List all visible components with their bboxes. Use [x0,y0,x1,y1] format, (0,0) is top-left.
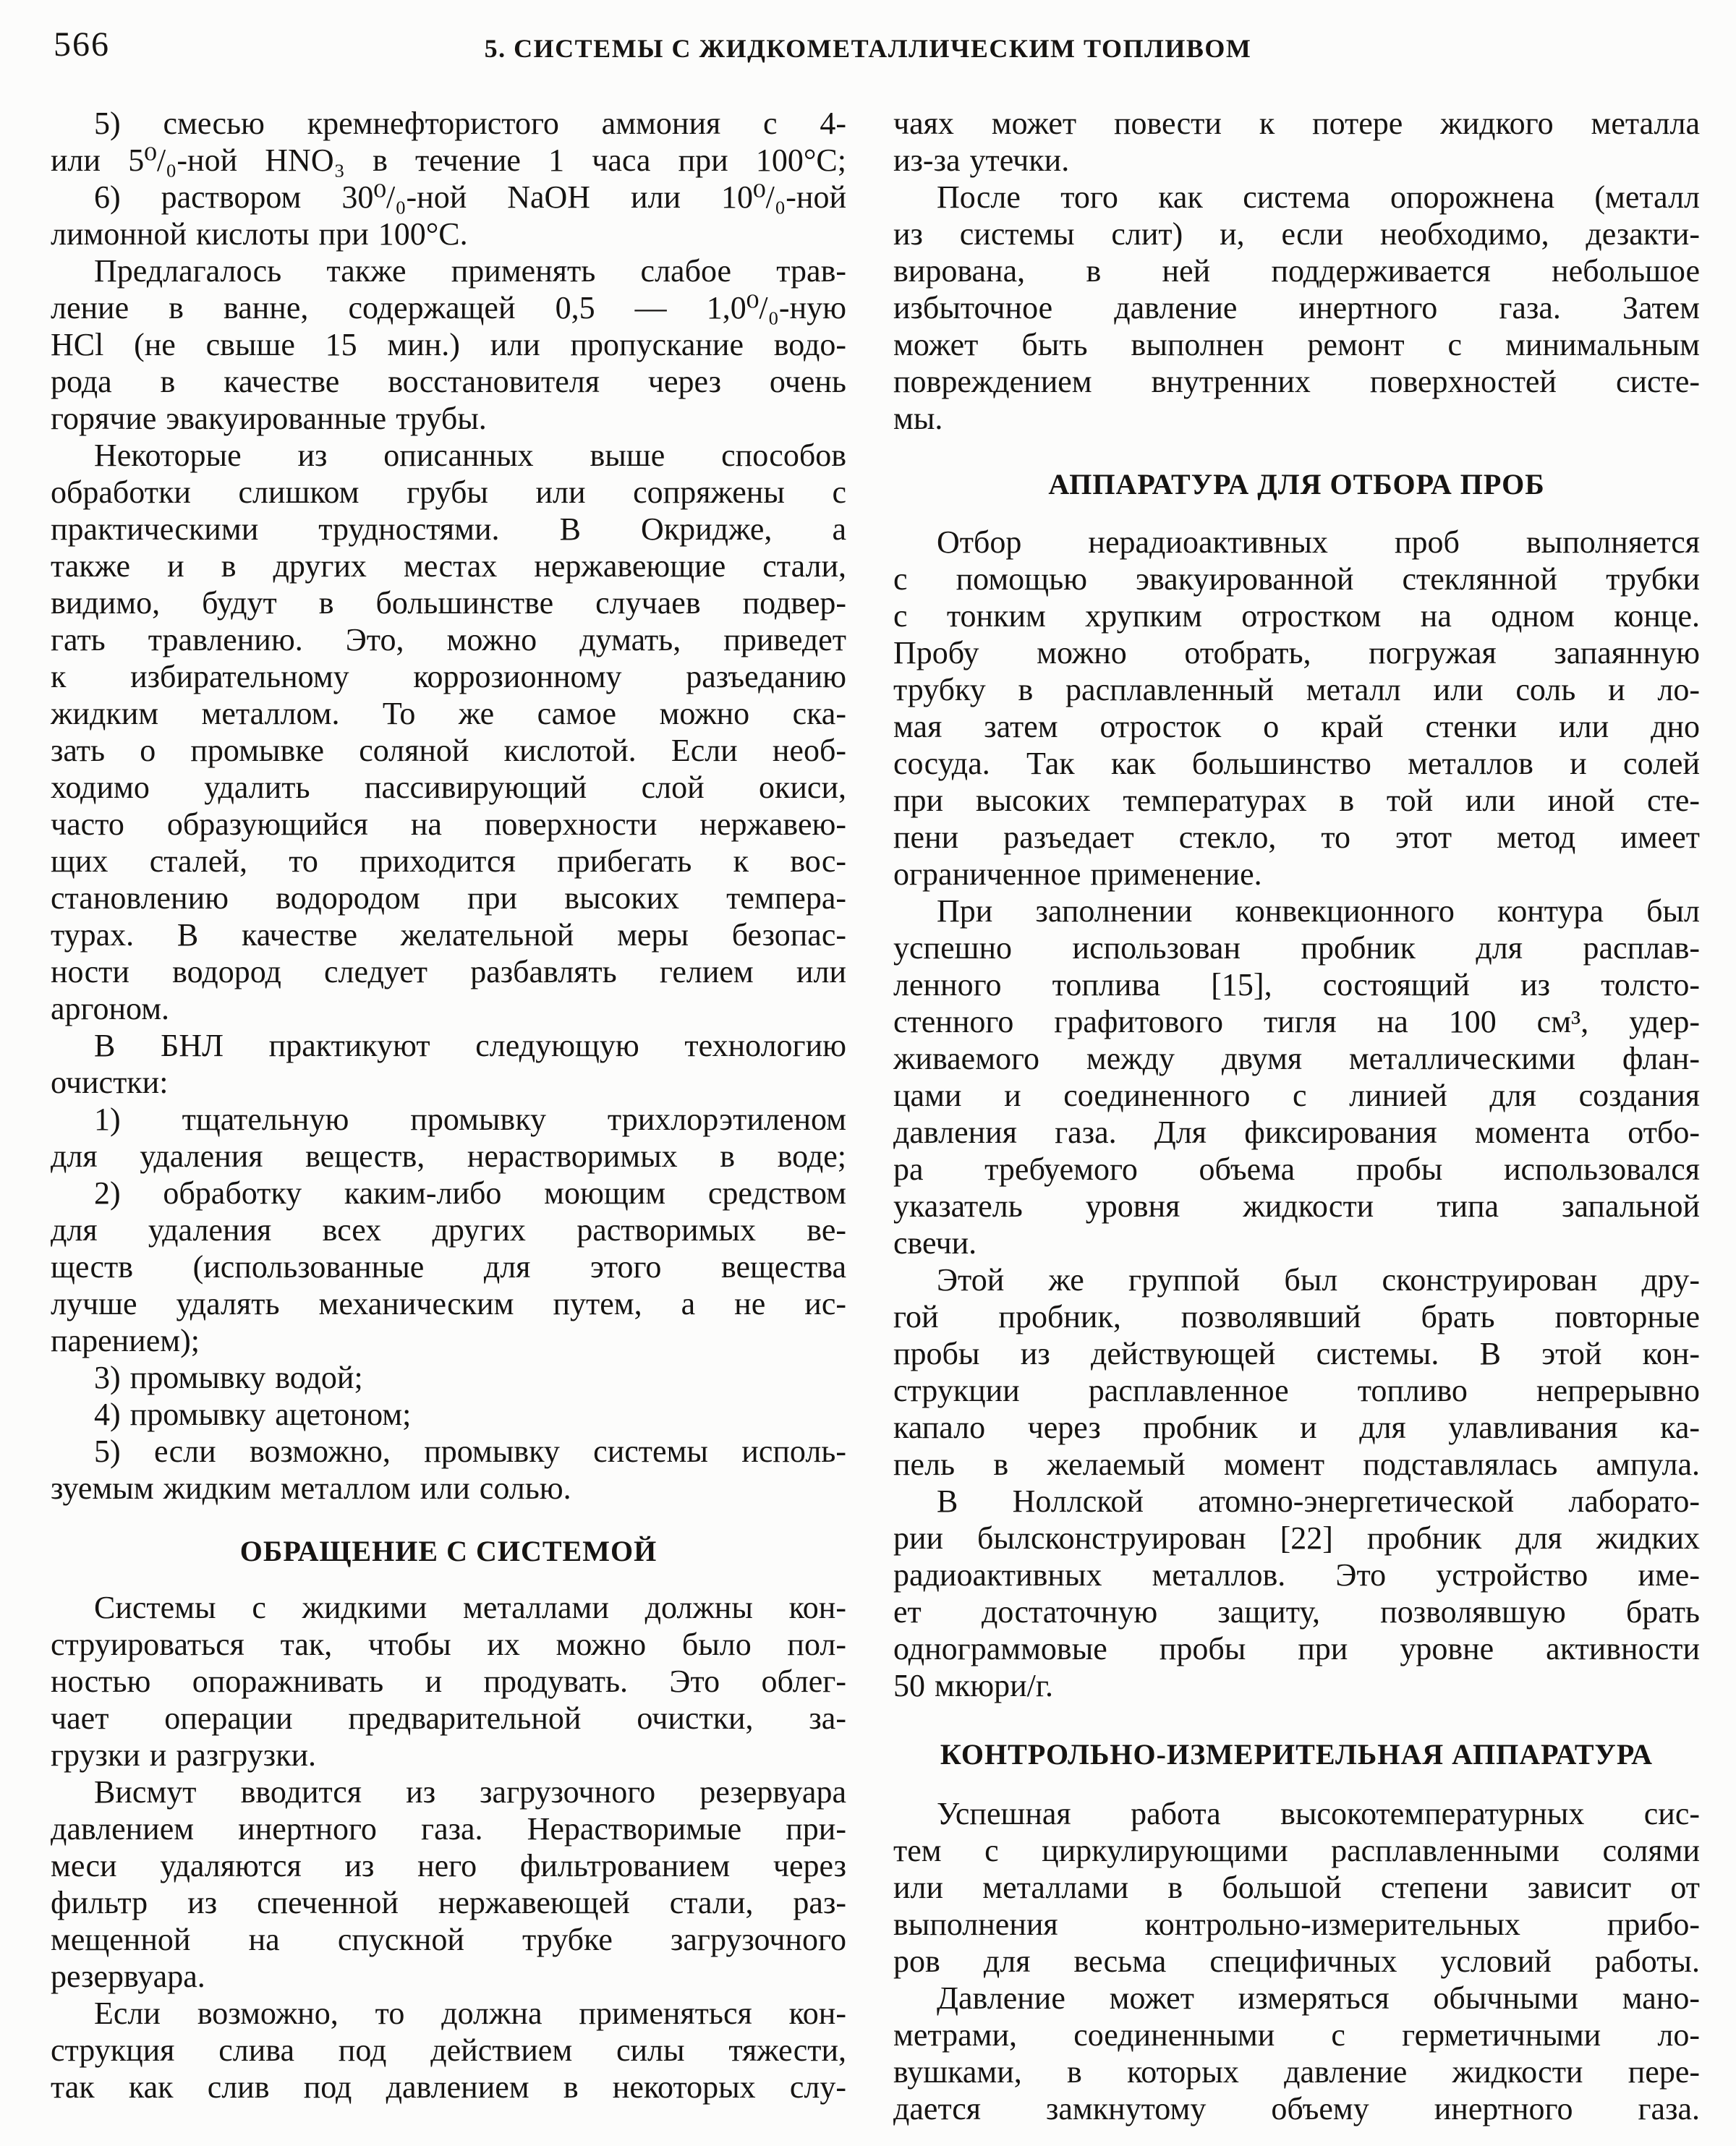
text-line: так как слив под давлением в некоторых слу- [51,2069,846,2105]
text-line: ности водород следует разбавлять гелием или [51,954,846,989]
text-line: лучше удалять механическим путем, а не ис- [51,1286,846,1321]
text-line: практическими трудностями. В Окридже, а [51,511,846,547]
text-line: Этой же группой был сконструирован дру- [937,1262,1700,1298]
text-line: Отбор нерадиоактивных проб выполняется [937,524,1700,560]
text-line: рода в качестве восстановителя через очень [51,364,846,399]
text-line: HCl (не свыше 15 мин.) или пропускание водо- [51,327,846,362]
text-line: ет достаточную защиту, позволявшую брать [893,1594,1700,1630]
section-heading: КОНТРОЛЬНО-ИЗМЕРИТЕЛЬНАЯ АППАРАТУРА [940,1738,1654,1771]
text-line: 50 мкюри/г. [893,1668,1053,1703]
text-line: пробы из действующей системы. В этой кон- [893,1336,1700,1371]
text-line: Системы с жидкими металлами должны кон- [94,1590,846,1625]
running-header-title: 5. СИСТЕМЫ С ЖИДКОМЕТАЛЛИЧЕСКИМ ТОПЛИВОМ [484,34,1252,63]
text-line: меси удаляются из него фильтрованием через [51,1848,846,1883]
text-line: Давление может измеряться обычными мано- [937,1980,1700,2016]
text-line: 6) раствором 30⁰/₀-ной NaOH или 10⁰/₀-ной [94,179,846,215]
text-line: трубку в расплавленный металл или соль и ло- [893,672,1700,707]
text-line: избыточное давление инертного газа. Затем [893,290,1700,325]
text-line: выполнения контрольно-измерительных прибо- [893,1907,1700,1942]
text-line: Предлагалось также применять слабое трав- [94,253,846,289]
text-line: мая затем отросток о край стенки или дно [893,709,1700,744]
text-line: обработки слишком грубы или сопряжены с [51,474,846,510]
text-line: сосуда. Так как большинство металлов и солей [893,746,1700,781]
text-line: фильтр из спеченной нержавеющей стали, раз- [51,1885,846,1920]
text-line: очистки: [51,1065,169,1100]
text-line: 4) промывку ацетоном; [94,1397,412,1432]
text-line: указатель уровня жидкости типа запальной [893,1188,1700,1224]
text-line: струкции расплавленное топливо непрерывно [893,1373,1700,1408]
text-line: мы. [893,401,943,436]
text-line: 5) смесью кремнефтористого аммония с 4- [94,106,846,141]
text-line: горячие эвакуированные трубы. [51,401,487,436]
text-line: живаемого между двумя металлическими флан- [893,1041,1700,1076]
text-line: тем с циркулирующими расплавленными солями [893,1833,1700,1868]
text-line: для удаления веществ, нерастворимых в воде; [51,1138,846,1174]
text-line: грузки и разгрузки. [51,1737,316,1773]
text-line: После того как система опорожнена (металл [937,179,1700,215]
text-line: пени разъедает стекло, то этот метод имеет [893,819,1700,855]
text-line: В Ноллской атомно-энергетической лаборато- [937,1483,1700,1519]
text-line: также и в других местах нержавеющие стали, [51,548,846,584]
text-line: при высоких температурах в той или иной сте- [893,783,1700,818]
text-line: однограммовые пробы при уровне активности [893,1631,1700,1666]
text-line: гать травлению. Это, можно думать, приведет [51,622,846,657]
text-line: 2) обработку каким-либо моющим средством [94,1175,846,1211]
text-line: метрами, соединенными с герметичными ло- [893,2017,1700,2053]
text-line: мещенной на спускной трубке загрузочного [51,1922,846,1957]
text-line: видимо, будут в большинстве случаев подвер- [51,585,846,621]
text-line: струироваться так, чтобы их можно было пол- [51,1627,846,1662]
text-line: ленного топлива [15], состоящий из толсто- [893,967,1700,1002]
text-line: дается замкнутому объему инертного газа. [893,2091,1700,2126]
text-line: Некоторые из описанных выше способов [94,438,846,473]
text-line: или металлами в большой степени зависит от [893,1870,1700,1905]
text-line: 1) тщательную промывку трихлорэтиленом [94,1102,846,1137]
text-line: капало через пробник и для улавливания ка- [893,1410,1700,1445]
text-line: к избирательному коррозионному разъеданию [51,659,846,694]
text-line: чает операции предварительной очистки, за- [51,1700,846,1736]
text-line: успешно использован пробник для расплав- [893,930,1700,966]
text-line: аргоном. [51,991,170,1026]
text-line: Успешная работа высокотемпературных сис- [937,1796,1700,1831]
text-line: ходимо удалить пассивирующий слой окиси, [51,770,846,805]
text-line: зуемым жидким металлом или солью. [51,1470,571,1506]
text-line: с тонким хрупким отростком на одном конце. [893,598,1700,634]
text-line: из-за утечки. [893,142,1070,178]
text-line: турах. В качестве желательной меры безопас- [51,917,846,953]
text-line: пель в желаемый момент подставлялась ампула. [893,1447,1700,1482]
text-line: ществ (использованные для этого вещества [51,1249,846,1285]
text-line: ление в ванне, содержащей 0,5 — 1,0⁰/₀-ную [51,290,846,325]
text-line: радиоактивных металлов. Это устройство име- [893,1557,1700,1593]
text-line: может быть выполнен ремонт с минимальным [893,327,1700,362]
text-line: 5) если возможно, промывку системы исполь- [94,1434,846,1469]
text-line: с помощью эвакуированной стеклянной трубки [893,561,1700,597]
text-line: цами и соединенного с линией для создания [893,1078,1700,1113]
text-line: резервуара. [51,1959,205,1994]
text-line: ограниченное применение. [893,856,1262,892]
text-line: Если возможно, то должна применяться кон- [94,1996,846,2031]
text-line: часто образующийся на поверхности нержавею- [51,806,846,842]
text-line: повреждением внутренних поверхностей систе- [893,364,1700,399]
text-line: парением); [51,1323,200,1358]
text-line: или 5⁰/₀-ной HNO₃ в течение 1 часа при 100°С; [51,142,846,178]
text-line: вушками, в которых давление жидкости пере- [893,2054,1700,2090]
text-line: ностью опоражнивать и продувать. Это облег- [51,1664,846,1699]
text-line: для удаления всех других растворимых ве- [51,1212,846,1248]
text-line: давления газа. Для фиксирования момента отбо- [893,1115,1700,1150]
section-heading: ОБРАЩЕНИЕ С СИСТЕМОЙ [239,1535,658,1567]
text-line: рии былсконструирован [22] пробник для жидких [893,1520,1700,1556]
text-line: чаях может повести к потере жидкого металла [893,106,1700,141]
text-line: При заполнении конвекционного контура был [937,893,1700,929]
text-line: струкция слива под действием силы тяжести, [51,2032,846,2068]
text-line: Висмут вводится из загрузочного резервуара [94,1774,846,1810]
text-line: щих сталей, то приходится прибегать к вос- [51,843,846,879]
section-heading: АППАРАТУРА ДЛЯ ОТБОРА ПРОБ [1048,468,1545,501]
text-line: зать о промывке соляной кислотой. Если необ- [51,733,846,768]
text-line: жидким металлом. То же самое можно ска- [51,696,846,731]
text-line: становлению водородом при высоких темпера- [51,880,846,916]
text-line: В БНЛ практикуют следующую технологию [94,1028,846,1063]
text-line: ров для весьма специфичных условий работы. [893,1943,1700,1979]
text-line: 3) промывку водой; [94,1360,363,1395]
text-line: лимонной кислоты при 100°С. [51,216,468,252]
text-line: давлением инертного газа. Нерастворимые при- [51,1811,846,1847]
left-column [51,105,846,2105]
right-column [893,105,1700,2127]
page-number: 566 [54,25,110,64]
text-line: вирована, в ней поддерживается небольшое [893,253,1700,289]
text-line: стенного графитового тигля на 100 см³, удер- [893,1004,1700,1039]
text-line: гой пробник, позволявший брать повторные [893,1299,1700,1334]
text-line: свечи. [893,1225,977,1261]
text-line: ра требуемого объема пробы использовался [893,1151,1700,1187]
text-line: Пробу можно отобрать, погружая запаянную [893,635,1700,670]
text-line: из системы слит) и, если необходимо, дезакти- [893,216,1700,252]
